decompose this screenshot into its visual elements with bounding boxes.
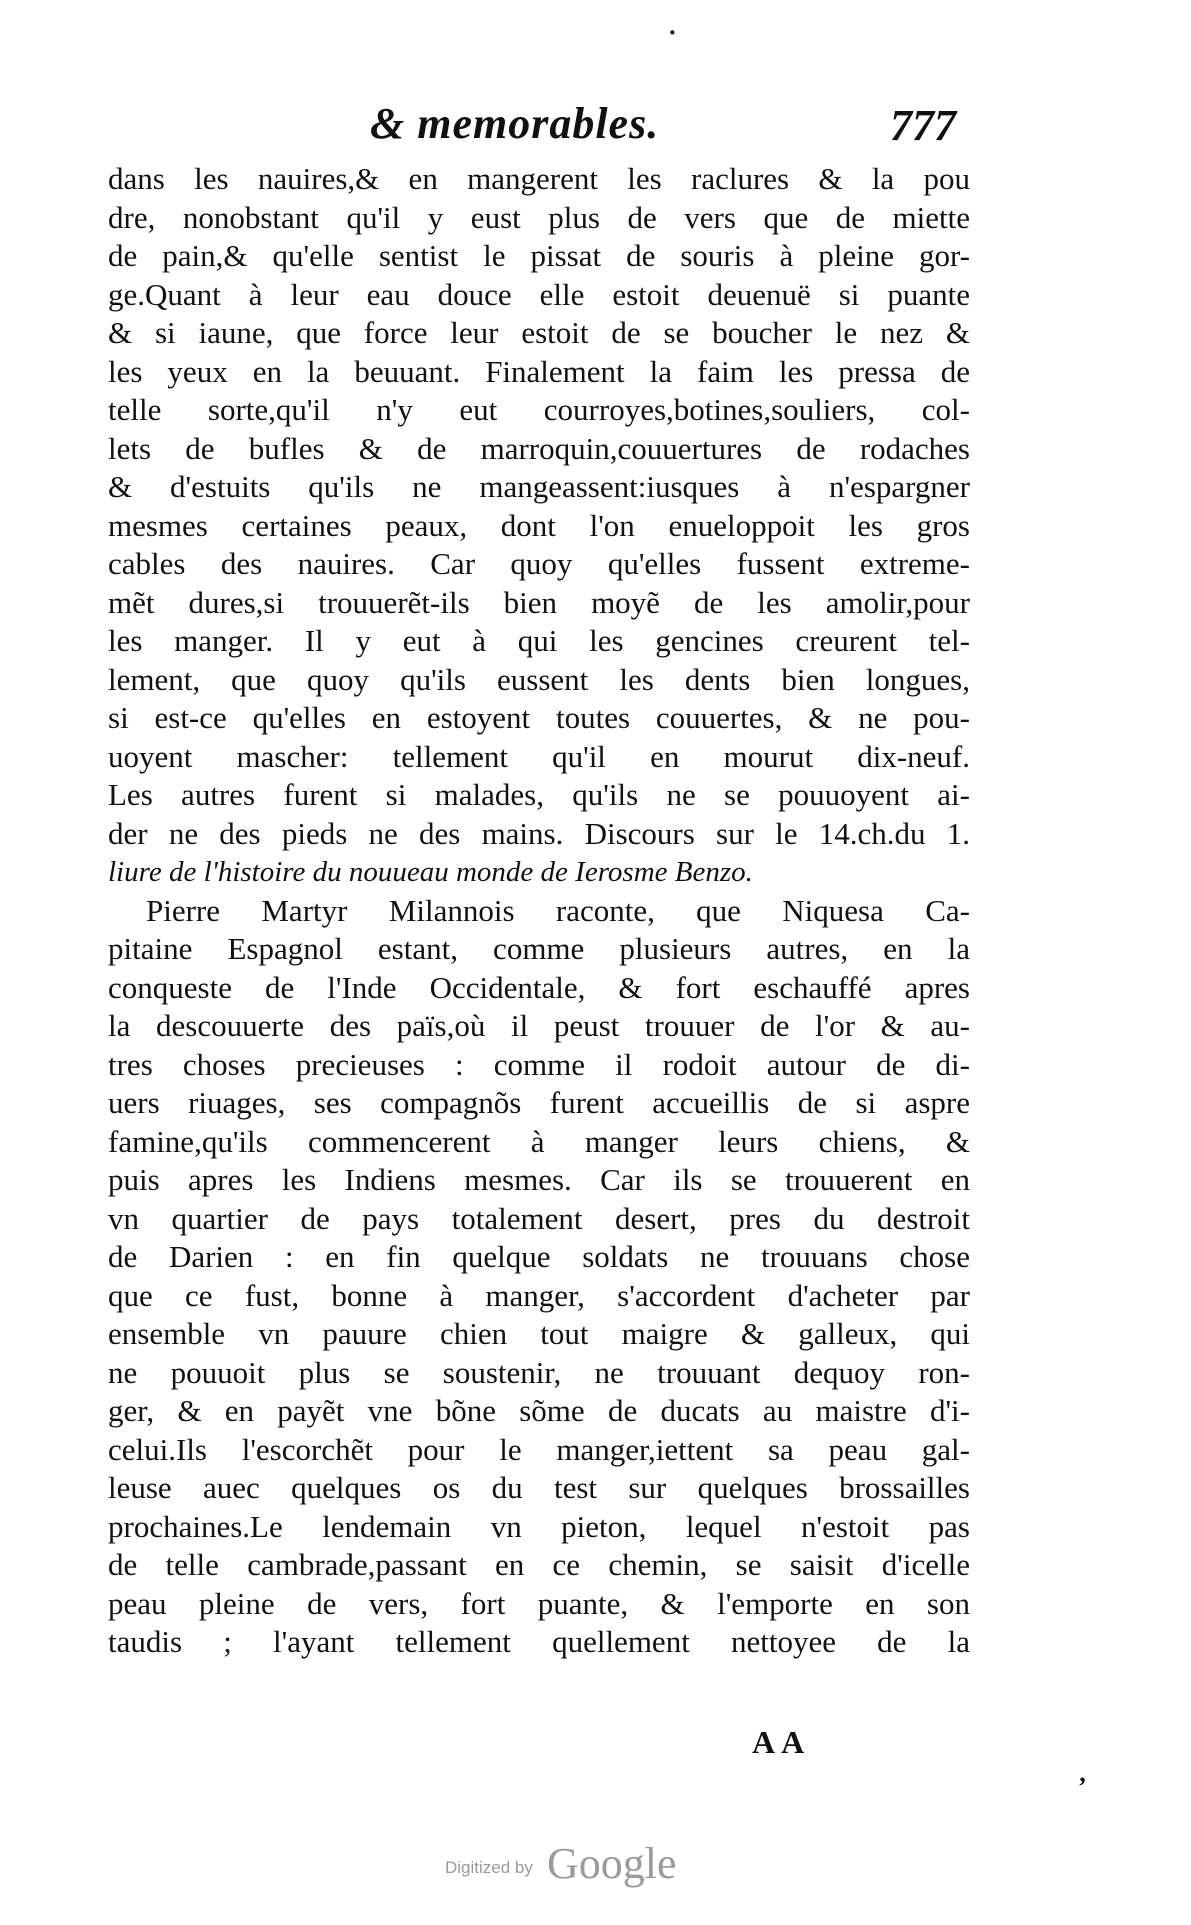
text-line: prochaines.Le lendemain vn pieton, lequel n'estoit pas: [108, 1508, 970, 1544]
text-line: mẽt dures,si trouuerẽt-ils bien moyẽ de les amolir,pour: [108, 584, 970, 620]
text-line: de Darien : en fin quelque soldats ne trouuans chose: [108, 1239, 970, 1274]
text-line: mesmes certaines peaux, dont l'on enueloppoit les gros: [108, 507, 970, 543]
digitized-watermark: [445, 1838, 745, 1888]
page-number: 777: [890, 101, 956, 150]
text-line: der ne des pieds ne des mains. Discours sur le 14.ch.du 1.: [108, 815, 970, 851]
text-line: de pain,& qu'elle sentist le pissat de souris à pleine gor-: [108, 238, 970, 273]
text-line: ger, & en payẽt vne bõne sõme de ducats au maistre d'i-: [108, 1393, 970, 1428]
text-line: dans les nauires,& en mangerent les raclures & la pou: [108, 161, 970, 196]
text-line: lets de bufles & de marroquin,couuertures de rodaches: [108, 430, 970, 466]
text-line: conqueste de l'Inde Occidentale, & fort eschauffé apres: [108, 969, 970, 1005]
text-line: peau pleine de vers, fort puante, & l'emporte en son: [108, 1585, 970, 1621]
text-line: famine,qu'ils commencerent à manger leurs chiens, &: [108, 1123, 970, 1159]
text-line: que ce fust, bonne à manger, s'accordent d'acheter par: [108, 1277, 970, 1313]
citation-line: liure de l'histoire du nouueau monde de Ierosme Benzo.: [108, 856, 753, 888]
scan-speck: ·: [668, 18, 677, 47]
text-line: tres choses precieuses : comme il rodoit autour de di-: [108, 1046, 970, 1082]
text-line: telle sorte,qu'il n'y eut courroyes,botines,souliers, col-: [108, 392, 970, 427]
text-line: celui.Ils l'escorchẽt pour le manger,iettent sa peau gal-: [108, 1431, 970, 1467]
watermark-small-text: Digitized by: [445, 1858, 533, 1877]
text-line: dre, nonobstant qu'il y eust plus de vers que de miette: [108, 199, 970, 235]
text-line: ne pouuoit plus se soustenir, ne trouuant dequoy ron-: [108, 1354, 970, 1390]
body-text: [108, 160, 970, 1662]
text-line: & d'estuits qu'ils ne mangeassent:iusques à n'espargner: [108, 469, 970, 504]
text-line: puis apres les Indiens mesmes. Car ils se trouuerent en: [108, 1162, 970, 1197]
paragraph-first-line: Pierre Martyr Milannois raconte, que Niquesa Ca-: [146, 892, 970, 928]
text-line: ensemble vn pauure chien tout maigre & galleux, qui: [108, 1316, 970, 1351]
text-line: les yeux en la beuuant. Finalement la faim les pressa de: [108, 353, 970, 389]
text-line: uoyent mascher: tellement qu'il en mourut dix-neuf.: [108, 738, 970, 774]
text-line: & si iaune, que force leur estoit de se boucher le nez &: [108, 315, 970, 350]
text-line: la descouuerte des païs,où il peust trouuer de l'or & au-: [108, 1008, 970, 1043]
text-line: leuse auec quelques os du test sur quelques brossailles: [108, 1470, 970, 1505]
running-title: & memorables.: [370, 99, 660, 148]
text-line: les manger. Il y eut à qui les gencines creurent tel-: [108, 623, 970, 658]
text-line: de telle cambrade,passant en ce chemin, se saisit d'icelle: [108, 1547, 970, 1582]
signature-mark: AA: [752, 1724, 811, 1760]
scan-speck: ʼ: [1078, 1772, 1087, 1801]
text-line: ge.Quant à leur eau douce elle estoit deuenuë si puante: [108, 276, 970, 312]
text-line: taudis ; l'ayant tellement quellement nettoyee de la: [108, 1624, 970, 1659]
page-header: [370, 98, 960, 158]
text-line: lement, que quoy qu'ils eussent les dents bien longues,: [108, 661, 970, 697]
text-line: cables des nauires. Car quoy qu'elles fussent extreme-: [108, 546, 970, 581]
text-line: si est-ce qu'elles en estoyent toutes couuertes, & ne pou-: [108, 700, 970, 735]
text-line: uers riuages, ses compagnõs furent accueillis de si aspre: [108, 1085, 970, 1120]
google-logo: Google: [547, 1839, 677, 1888]
text-line: vn quartier de pays totalement desert, pres du destroit: [108, 1200, 970, 1236]
text-line: Les autres furent si malades, qu'ils ne se pouuoyent ai-: [108, 777, 970, 812]
text-line: pitaine Espagnol estant, comme plusieurs autres, en la: [108, 931, 970, 966]
